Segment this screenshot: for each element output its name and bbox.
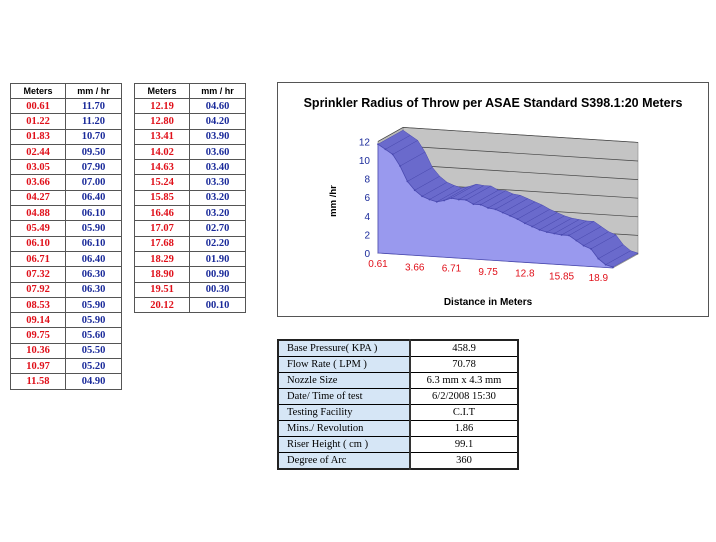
meters-cell: 19.51 <box>135 282 190 297</box>
data-point <box>472 203 474 205</box>
rate-cell: 00.30 <box>190 282 246 297</box>
header-mm-hr: mm / hr <box>66 84 122 99</box>
info-value: 360 <box>410 453 518 470</box>
table-row <box>135 175 246 190</box>
data-point <box>429 199 431 201</box>
rate-cell: 11.70 <box>66 99 122 114</box>
rate-cell: 03.40 <box>190 160 246 175</box>
table-row <box>135 114 246 129</box>
meters-cell: 00.61 <box>11 99 66 114</box>
table-row <box>11 114 122 129</box>
info-label: Degree of Arc <box>278 453 410 470</box>
data-point <box>495 208 497 210</box>
chart-frame <box>277 82 709 317</box>
data-point <box>465 199 467 201</box>
table-row <box>135 236 246 251</box>
rate-cell: 07.00 <box>66 175 122 190</box>
rate-cell: 10.70 <box>66 129 122 144</box>
table-row <box>11 99 122 114</box>
table-row <box>135 251 246 266</box>
meters-cell: 08.53 <box>11 297 66 312</box>
x-tick-label: 0.61 <box>368 259 388 270</box>
table-row <box>11 313 122 328</box>
y-tick-label: 10 <box>358 156 370 167</box>
table-row <box>135 282 246 297</box>
info-label: Riser Height ( cm ) <box>278 437 410 453</box>
meters-cell: 18.90 <box>135 267 190 282</box>
x-tick-label: 15.85 <box>549 271 575 283</box>
info-row <box>278 421 518 437</box>
data-point <box>384 148 386 150</box>
data-point <box>605 264 607 266</box>
info-row <box>278 357 518 373</box>
info-value: 1.86 <box>410 421 518 437</box>
table-row <box>135 99 246 114</box>
data-point <box>487 207 489 209</box>
table-row <box>135 267 246 282</box>
meters-cell: 03.05 <box>11 160 66 175</box>
info-label: Date/ Time of test <box>278 389 410 405</box>
table-row <box>11 343 122 358</box>
meters-cell: 20.12 <box>135 297 190 312</box>
table-row <box>135 190 246 205</box>
y-tick-label: 12 <box>358 137 370 149</box>
rate-cell: 11.20 <box>66 114 122 129</box>
data-point <box>480 204 482 206</box>
meters-cell: 12.80 <box>135 114 190 129</box>
data-point <box>546 231 548 233</box>
meters-cell: 01.83 <box>11 129 66 144</box>
meters-cell: 12.19 <box>135 99 190 114</box>
info-value: 70.78 <box>410 357 518 373</box>
meters-cell: 04.88 <box>11 206 66 221</box>
info-value: 99.1 <box>410 437 518 453</box>
x-tick-label: 18.9 <box>588 273 609 285</box>
table-row <box>135 160 246 175</box>
right-data-table <box>134 83 246 313</box>
table-row <box>11 328 122 343</box>
info-label: Mins./ Revolution <box>278 421 410 437</box>
data-point <box>553 233 555 235</box>
meters-cell: 15.85 <box>135 190 190 205</box>
meters-cell: 07.32 <box>11 267 66 282</box>
info-label: Flow Rate ( LPM ) <box>278 357 410 373</box>
table-row <box>11 282 122 297</box>
rate-cell: 03.30 <box>190 175 246 190</box>
info-row <box>278 340 518 357</box>
info-label: Nozzle Size <box>278 373 410 389</box>
rate-cell: 03.20 <box>190 190 246 205</box>
info-row <box>278 389 518 405</box>
data-point <box>502 212 504 214</box>
rate-cell: 01.90 <box>190 251 246 266</box>
rate-cell: 02.70 <box>190 221 246 236</box>
rate-cell: 00.90 <box>190 267 246 282</box>
x-tick-label: 6.71 <box>441 263 462 275</box>
table-row <box>11 251 122 266</box>
data-point <box>597 258 599 260</box>
meters-cell: 05.49 <box>11 221 66 236</box>
x-tick-label: 12.8 <box>515 268 535 280</box>
x-axis-label: Distance in Meters <box>443 297 533 308</box>
info-row <box>278 373 518 389</box>
data-point <box>436 201 438 203</box>
meters-cell: 16.46 <box>135 206 190 221</box>
y-tick-label: 0 <box>364 249 370 260</box>
meters-cell: 06.10 <box>11 236 66 251</box>
info-value: 6.3 mm x 4.3 mm <box>410 373 518 389</box>
data-point <box>612 266 614 268</box>
header-mm-hr: mm / hr <box>190 84 246 99</box>
data-point <box>509 215 511 217</box>
table-row <box>11 160 122 175</box>
y-tick-label: 4 <box>364 211 370 223</box>
table-row <box>11 297 122 312</box>
info-label: Testing Facility <box>278 405 410 421</box>
table-row <box>135 206 246 221</box>
data-point <box>590 248 592 250</box>
test-info-table <box>277 339 519 470</box>
y-tick-label: 2 <box>364 230 370 242</box>
rate-cell: 05.20 <box>66 359 122 374</box>
meters-cell: 14.63 <box>135 160 190 175</box>
info-label: Base Pressure( KPA ) <box>278 340 410 357</box>
header-meters: Meters <box>135 84 190 99</box>
rate-cell: 05.90 <box>66 221 122 236</box>
meters-cell: 01.22 <box>11 114 66 129</box>
x-tick-label: 9.75 <box>478 267 498 279</box>
y-tick-label: 6 <box>364 193 370 205</box>
meters-cell: 11.58 <box>11 374 66 389</box>
y-tick-label: 8 <box>364 174 370 186</box>
rate-cell: 06.30 <box>66 267 122 282</box>
info-value: 6/2/2008 15:30 <box>410 389 518 405</box>
info-row <box>278 405 518 421</box>
data-point <box>524 222 526 224</box>
data-point <box>539 229 541 231</box>
rate-cell: 04.90 <box>66 374 122 389</box>
meters-cell: 10.97 <box>11 359 66 374</box>
table-row <box>11 374 122 389</box>
rate-cell: 04.20 <box>190 114 246 129</box>
data-point <box>443 200 445 202</box>
data-point <box>451 197 453 199</box>
y-axis-label: mm /hr <box>328 185 339 217</box>
info-row <box>278 437 518 453</box>
data-point <box>583 245 585 247</box>
rate-cell: 06.40 <box>66 190 122 205</box>
data-point <box>377 143 379 145</box>
table-row <box>11 129 122 144</box>
info-value: C.I.T <box>410 405 518 421</box>
rate-cell: 05.90 <box>66 297 122 312</box>
table-row <box>135 297 246 312</box>
data-point <box>392 154 394 156</box>
rate-cell: 00.10 <box>190 297 246 312</box>
data-point <box>406 181 408 183</box>
table-row <box>11 221 122 236</box>
data-point <box>421 195 423 197</box>
data-point <box>561 234 563 236</box>
info-row <box>278 453 518 470</box>
rate-cell: 06.10 <box>66 236 122 251</box>
meters-cell: 04.27 <box>11 190 66 205</box>
meters-cell: 14.02 <box>135 144 190 159</box>
table-row <box>135 221 246 236</box>
meters-cell: 03.66 <box>11 175 66 190</box>
table-row <box>11 206 122 221</box>
table-row <box>11 175 122 190</box>
rate-cell: 03.20 <box>190 206 246 221</box>
data-point <box>458 199 460 201</box>
table-row <box>11 236 122 251</box>
x-tick-label: 3.66 <box>405 262 425 274</box>
rate-cell: 06.30 <box>66 282 122 297</box>
rate-cell: 03.90 <box>190 129 246 144</box>
meters-cell: 17.68 <box>135 236 190 251</box>
meters-cell: 18.29 <box>135 251 190 266</box>
rate-cell: 05.90 <box>66 313 122 328</box>
rate-cell: 02.20 <box>190 236 246 251</box>
left-data-table <box>10 83 122 390</box>
meters-cell: 09.75 <box>11 328 66 343</box>
data-point <box>414 189 416 191</box>
table-row <box>135 144 246 159</box>
table-row <box>11 144 122 159</box>
meters-cell: 09.14 <box>11 313 66 328</box>
meters-cell: 10.36 <box>11 343 66 358</box>
meters-cell: 07.92 <box>11 282 66 297</box>
rate-cell: 09.50 <box>66 144 122 159</box>
data-point <box>399 165 401 167</box>
rate-cell: 06.10 <box>66 206 122 221</box>
rate-cell: 05.50 <box>66 343 122 358</box>
table-row <box>11 267 122 282</box>
rate-cell: 06.40 <box>66 251 122 266</box>
rate-cell: 05.60 <box>66 328 122 343</box>
table-row <box>135 129 246 144</box>
meters-cell: 13.41 <box>135 129 190 144</box>
header-meters: Meters <box>11 84 66 99</box>
chart-title: Sprinkler Radius of Throw per ASAE Standard S398.1:20 Meters <box>303 96 683 110</box>
area-chart <box>278 83 708 316</box>
meters-cell: 02.44 <box>11 144 66 159</box>
meters-cell: 15.24 <box>135 175 190 190</box>
data-point <box>531 226 533 228</box>
meters-cell: 06.71 <box>11 251 66 266</box>
rate-cell: 03.60 <box>190 144 246 159</box>
rate-cell: 04.60 <box>190 99 246 114</box>
rate-cell: 07.90 <box>66 160 122 175</box>
data-point <box>517 218 519 220</box>
data-point <box>568 235 570 237</box>
data-point <box>575 240 577 242</box>
meters-cell: 17.07 <box>135 221 190 236</box>
info-value: 458.9 <box>410 340 518 357</box>
table-row <box>11 190 122 205</box>
table-row <box>11 359 122 374</box>
